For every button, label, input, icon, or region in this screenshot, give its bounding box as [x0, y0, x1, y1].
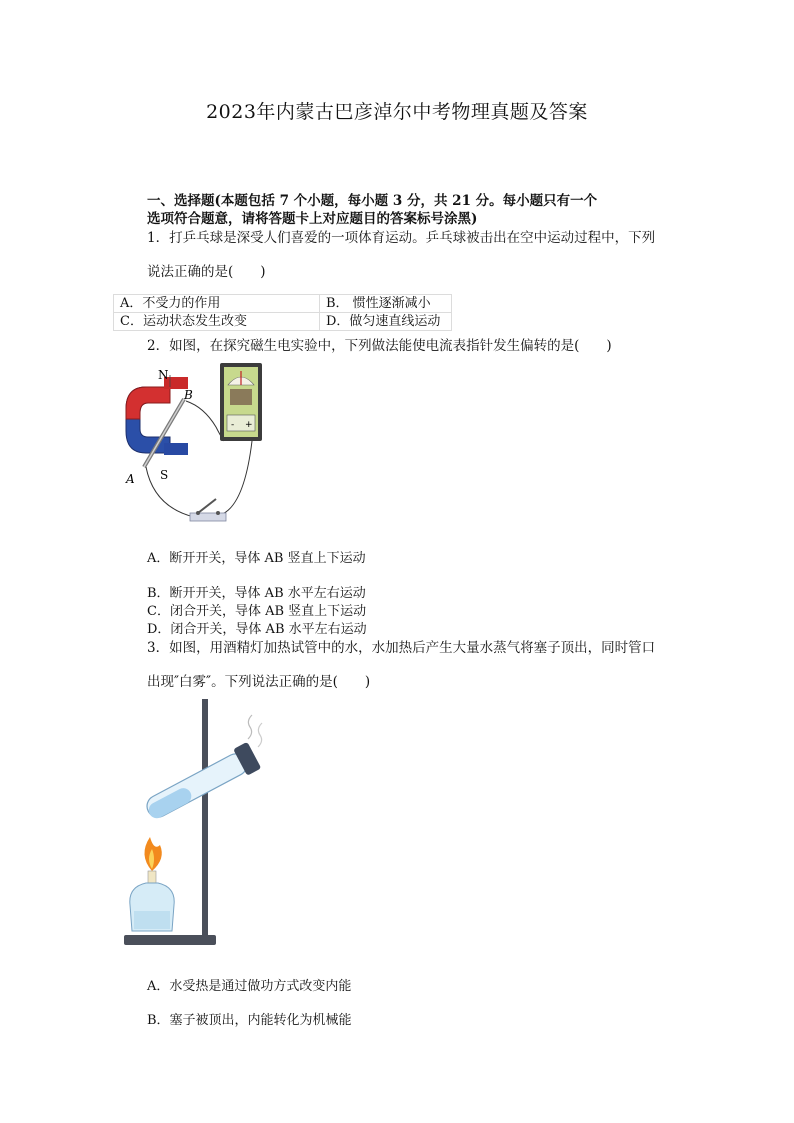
question-1-options-table	[113, 294, 452, 331]
question-3-stem-line1: 3．如图，用酒精灯加热试管中的水，水加热后产生大量水蒸气将塞子顶出，同时管口	[147, 640, 656, 656]
section-heading-line1: 一、选择题(本题包括 7 个小题，每小题 3 分，共 21 分。每小题只有一个	[147, 193, 598, 209]
question-1-stem-line2: 说法正确的是( )	[147, 264, 266, 280]
option-a: A．不受力的作用	[114, 295, 320, 313]
option-b: B． 惯性逐渐减小	[320, 295, 452, 313]
question-2-stem: 2．如图，在探究磁生电实验中，下列做法能使电流表指针发生偏转的是( )	[147, 338, 612, 354]
rod-b-label: B	[184, 388, 193, 402]
question-1-stem-line1: 1．打乒乓球是深受人们喜爱的一项体育运动。乒乓球被击出在空中运动过程中，下列	[147, 230, 656, 246]
question-2-option-c: C．闭合开关，导体 AB 竖直上下运动	[147, 604, 367, 619]
svg-text:+: +	[245, 420, 253, 430]
option-d: D．做匀速直线运动	[320, 313, 452, 331]
magnet-n-label: N	[158, 368, 169, 382]
page-title: 2023年内蒙古巴彦淖尔中考物理真题及答案	[206, 101, 588, 123]
alcohol-lamp-test-tube-figure	[120, 695, 270, 953]
question-2-option-b: B．断开开关，导体 AB 水平左右运动	[147, 586, 366, 601]
question-3-option-a: A．水受热是通过做功方式改变内能	[147, 979, 352, 994]
question-2-option-d: D．闭合开关，导体 AB 水平左右运动	[147, 622, 367, 637]
question-2-option-a: A．断开开关，导体 AB 竖直上下运动	[147, 551, 366, 566]
magnet-s-label: S	[160, 468, 169, 482]
svg-text:-: -	[231, 420, 235, 430]
question-3-stem-line2: 出现″白雾″。下列说法正确的是( )	[147, 674, 371, 690]
electromagnetic-induction-figure	[124, 357, 268, 529]
rod-a-label: A	[126, 472, 135, 486]
section-heading-line2: 选项符合题意，请将答题卡上对应题目的答案标号涂黑)	[147, 211, 478, 227]
question-3-option-b: B．塞子被顶出，内能转化为机械能	[147, 1013, 352, 1028]
option-c: C．运动状态发生改变	[114, 313, 320, 331]
